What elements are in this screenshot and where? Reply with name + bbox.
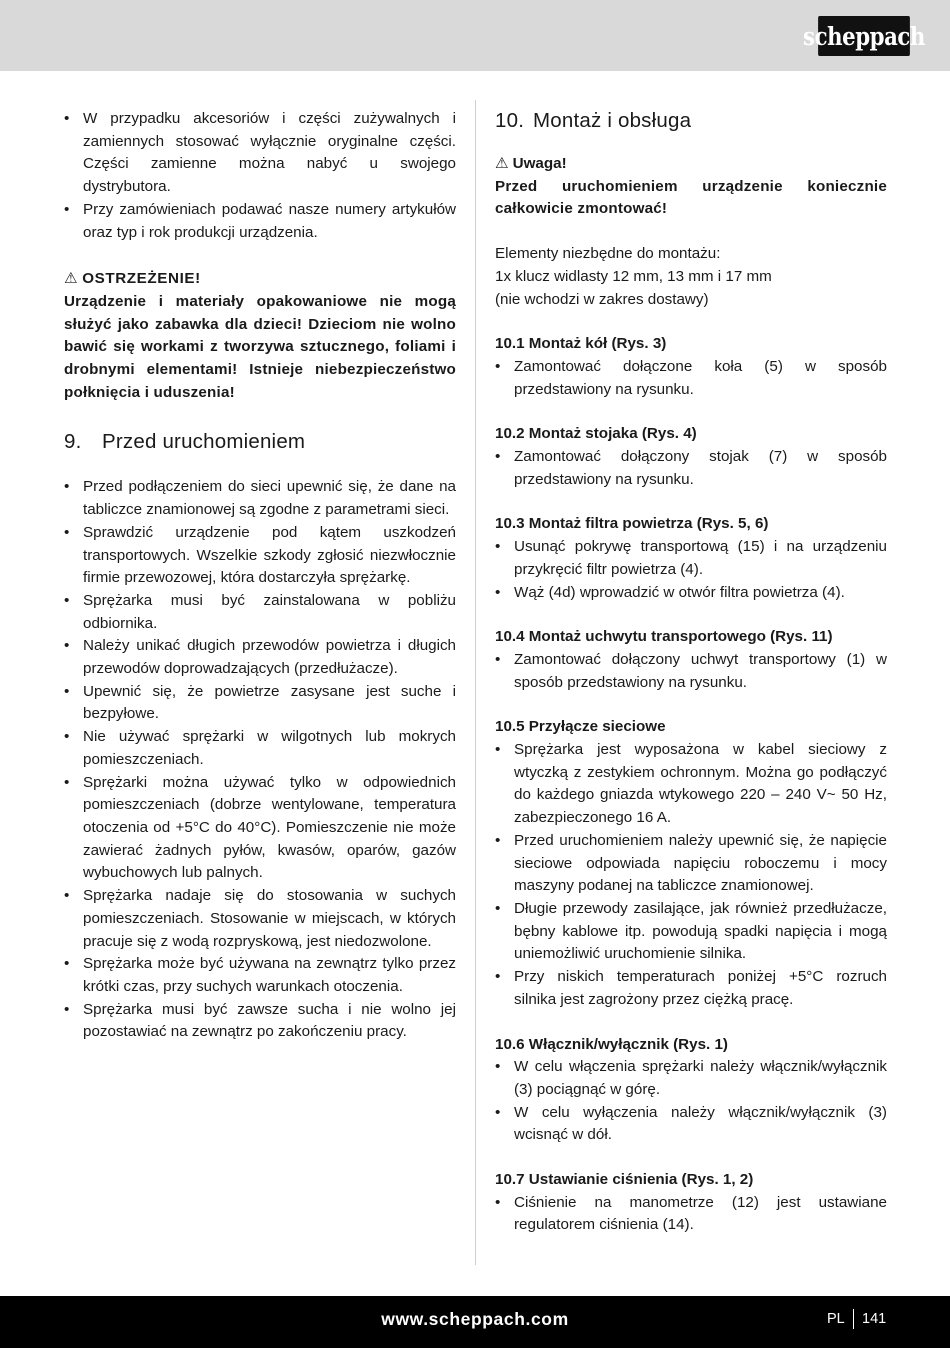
list-item: • Ciśnienie na manometrze (12) jest ustawiane regulatorem ciśnienia (14). bbox=[495, 1192, 887, 1237]
list-item: • Sprężarka nadaje się do stosowania w suchych pomieszczeniach. Stosowanie w miejscach, w których pracuje się z wodą rozpryskową, jest niedozwolone. bbox=[64, 885, 456, 953]
subsection-heading: 10.3 Montaż filtra powietrza (Rys. 5, 6) bbox=[495, 515, 769, 533]
list-item: • W przypadku akcesoriów i części zużywalnych i zamiennych stosować wyłącznie oryginalne części. Części zamienne można nabyć u swojego dystrybutora. bbox=[64, 108, 456, 199]
list-item: • Sprężarka jest wyposażona w kabel sieciowy z wtyczką z zestykiem ochronnym. Można go podłączyć do każdego gniazda wtykowego 220 – 240 V~ 50 Hz, zabezpieczonego 16 A. bbox=[495, 739, 887, 830]
list-item: • Sprężarka musi być zawsze sucha i nie wolno jej pozostawiać na zewnątrz po zakończeniu pracy. bbox=[64, 999, 456, 1044]
list-item: • Wąż (4d) wprowadzić w otwór filtra powietrza (4). bbox=[495, 582, 887, 605]
subsection-heading: 10.1 Montaż kół (Rys. 3) bbox=[495, 335, 667, 353]
intro-bullet-list bbox=[64, 108, 456, 244]
list-item: • Sprężarka musi być zainstalowana w pobliżu odbiornika. bbox=[64, 590, 456, 635]
subsection-bullet-list bbox=[495, 1192, 887, 1237]
list-item: • Przy niskich temperaturach poniżej +5°C rozruch silnika jest zagrożony przez ciężką pracę. bbox=[495, 966, 887, 1011]
subsection-heading: 10.2 Montaż stojaka (Rys. 4) bbox=[495, 425, 697, 443]
section-number: 9. bbox=[64, 430, 82, 454]
section-number: 10. bbox=[495, 109, 525, 132]
list-item: • Usunąć pokrywę transportową (15) i na urządzeniu przykręcić filtr powietrza (4). bbox=[495, 536, 887, 581]
subsection-bullet-list bbox=[495, 1056, 887, 1147]
warning-heading bbox=[495, 153, 887, 176]
footer-band bbox=[0, 1296, 950, 1348]
right-column bbox=[495, 108, 887, 1237]
warning-icon: ⚠ bbox=[495, 155, 509, 172]
page-number: 141 bbox=[862, 1311, 887, 1327]
warning-title: Uwaga! bbox=[512, 155, 567, 172]
assembly-elements-line: (nie wchodzi w zakres dostawy) bbox=[495, 290, 709, 308]
list-item: • Należy unikać długich przewodów powietrza i długich przewodów doprowadzających (przedłużacze). bbox=[64, 635, 456, 680]
list-item: • Nie używać sprężarki w wilgotnych lub mokrych pomieszczeniach. bbox=[64, 726, 456, 771]
subsection-bullet-list bbox=[495, 536, 887, 604]
subsection-bullet-list bbox=[495, 446, 887, 491]
assembly-elements-line: Elementy niezbędne do montażu: bbox=[495, 245, 721, 263]
list-item: • Sprężarka może być używana na zewnątrz tylko przez krótki czas, przy suchych warunkach otoczenia. bbox=[64, 953, 456, 998]
list-item: • Przed uruchomieniem należy upewnić się, że napięcie sieciowe odpowiada napięciu roboczemu i mocy maszyny podanej na tabliczce znamionowej. bbox=[495, 830, 887, 898]
section-title: Montaż i obsługa bbox=[533, 109, 692, 132]
column-divider bbox=[475, 100, 476, 1265]
section9-bullet-list bbox=[64, 476, 456, 1044]
subsection-heading: 10.4 Montaż uchwytu transportowego (Rys. 11) bbox=[495, 628, 833, 646]
left-column bbox=[64, 108, 456, 1044]
warning-title: OSTRZEŻENIE! bbox=[82, 270, 201, 288]
list-item: • Przy zamówieniach podawać nasze numery artykułów oraz typ i rok produkcji urządzenia. bbox=[64, 199, 456, 244]
language-label: PL bbox=[827, 1311, 845, 1327]
list-item: • Przed podłączeniem do sieci upewnić się, że dane na tabliczce znamionowej są zgodne z parametrami sieci. bbox=[64, 476, 456, 521]
footer-website-link[interactable]: www.scheppach.com bbox=[381, 1309, 569, 1329]
list-item: • Sprawdzić urządzenie pod kątem uszkodzeń transportowych. Wszelkie szkody zgłosić niezwłocznie firmie przewozowej, która dostarczyła sprężarkę. bbox=[64, 522, 456, 590]
subsection-heading: 10.5 Przyłącze sieciowe bbox=[495, 718, 666, 736]
subsection-bullet-list bbox=[495, 356, 887, 401]
assembly-elements-line: 1x klucz widlasty 12 mm, 13 mm i 17 mm bbox=[495, 267, 772, 285]
warning-icon: ⚠ bbox=[64, 270, 79, 288]
list-item: • Upewnić się, że powietrze zasysane jest suche i bezpyłowe. bbox=[64, 681, 456, 726]
list-item: • Długie przewody zasilające, jak również przedłużacze, bębny kablowe itp. powodują spadki napięcia i mogą uniemożliwić uruchomienie silnika. bbox=[495, 898, 887, 966]
warning-heading bbox=[64, 268, 456, 291]
list-item: • Zamontować dołączony uchwyt transportowy (1) w sposób przedstawiony na rysunku. bbox=[495, 649, 887, 694]
section-heading-10 bbox=[495, 108, 887, 134]
list-item: • Zamontować dołączone koła (5) w sposób przedstawiony na rysunku. bbox=[495, 356, 887, 401]
list-item: • Sprężarki można używać tylko w odpowiednich pomieszczeniach (dobrze wentylowane, temperatura otoczenia od +5°C do 40°C). Pomieszczenie nie może zawierać żadnych pyłów, kwasów, oparów, gazów wybuchowych lub palnych. bbox=[64, 772, 456, 886]
scheppach-logo: scheppach bbox=[818, 16, 910, 56]
subsection-bullet-list bbox=[495, 739, 887, 1011]
footer-separator bbox=[853, 1309, 854, 1329]
warning-text: Urządzenie i materiały opakowaniowe nie mogą służyć jako zabawka dla dzieci! Dzieciom nie wolno bawić się workami z tworzywa sztucznego, foliami i drobnymi elementami! Istnieje niebezpieczeństwo połknięcia i uduszenia! bbox=[64, 292, 456, 401]
section-heading-9 bbox=[64, 429, 456, 455]
subsection-heading: 10.7 Ustawianie ciśnienia (Rys. 1, 2) bbox=[495, 1171, 754, 1189]
section-title: Przed uruchomieniem bbox=[102, 430, 306, 454]
subsection-heading: 10.6 Włącznik/wyłącznik (Rys. 1) bbox=[495, 1035, 728, 1053]
list-item: • Zamontować dołączony stojak (7) w sposób przedstawiony na rysunku. bbox=[495, 446, 887, 491]
list-item: • W celu włączenia sprężarki należy włącznik/wyłącznik (3) pociągnąć w górę. bbox=[495, 1056, 887, 1101]
list-item: • W celu wyłączenia należy włącznik/wyłącznik (3) wcisnąć w dół. bbox=[495, 1102, 887, 1147]
subsection-bullet-list bbox=[495, 649, 887, 694]
warning-text: Przed uruchomieniem urządzenie koniecznie całkowicie zmontować! bbox=[495, 177, 887, 218]
